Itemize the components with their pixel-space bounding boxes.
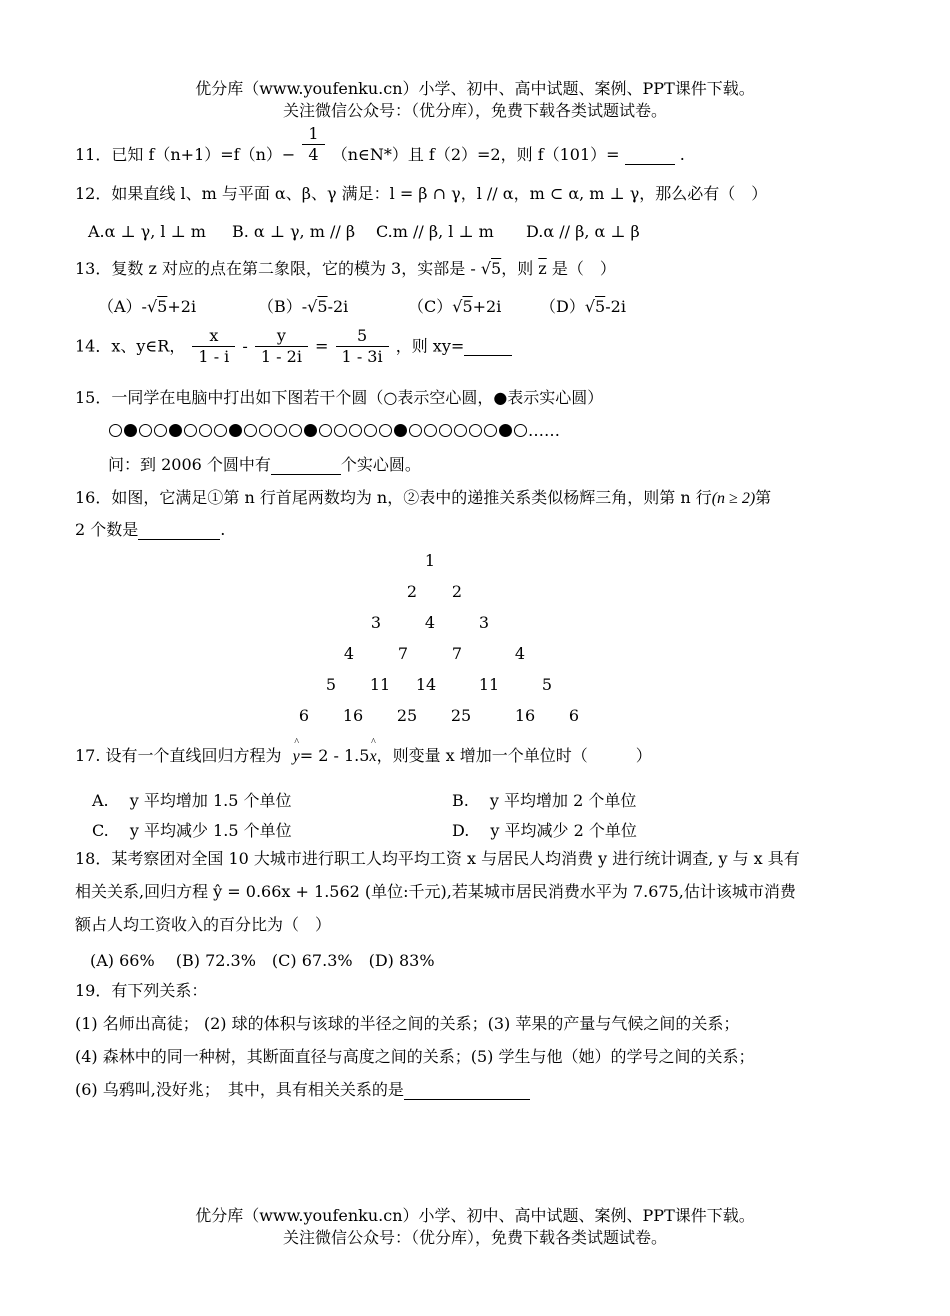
q14-f3-num: 5 [336,326,389,347]
q11-prefix: 11．已知 f（n+1）=f（n）− [75,145,296,164]
q12-option-a: A.α ⊥ γ, l ⊥ m [88,222,206,241]
triangle-r6-c6: 6 [568,706,580,725]
q14-frac-1 [192,326,235,367]
question-18-line-1: 18．某考察团对全国 10 大城市进行职工人均平均工资 x 与居民人均消费 y 进行统计调查, y 与 x 具有 [75,849,800,868]
triangle-r6-c1: 6 [298,706,310,725]
q13-opt-b-tail: -2i [327,297,349,316]
sqrt-sign-icon: √ [307,297,318,316]
q19-line-3: (4) 森林中的同一种树，其断面直径与高度之间的关系；(5) 学生与他（她）的学号之间的关系； [75,1047,755,1066]
q13-opt-a-sqrt: 5 [157,297,168,316]
q14-f2-num: y [255,326,308,347]
q11-end: . [679,145,685,164]
q17-x-hat: ^ x [369,747,376,767]
hollow-circle-icon [244,424,257,437]
q14-f1-den: 1 - i [198,347,230,366]
q13-opt-c-sqrt: 5 [462,297,473,316]
q19-answer-blank [404,1081,530,1100]
q16-answer-blank [138,521,220,540]
q15-text-a: 问：到 2006 个圆中有 [108,455,271,474]
footer-line-1: 优分库（www.youfenku.cn）小学、初中、高中试题、案例、PPT课件下载。 [195,1206,755,1225]
q16-line2-end: . [220,520,226,539]
question-16-line-2 [75,520,225,540]
triangle-r3-c1: 3 [370,613,382,632]
solid-circle-icon [304,424,317,437]
triangle-r3-c3: 3 [478,613,490,632]
q12-option-c: C.m // β, l ⊥ m [376,222,494,241]
q15-question [108,452,421,475]
header-line-1: 优分库（www.youfenku.cn）小学、初中、高中试题、案例、PPT课件下载。 [195,79,755,98]
solid-circle-icon [169,424,182,437]
q17-y-hat: ^ y [293,747,300,767]
q17-option-d: D. y 平均减少 2 个单位 [452,821,637,840]
q14-frac-3 [336,326,389,367]
q13-opt-a-tail: +2i [167,297,197,316]
hollow-circle-icon [274,424,287,437]
hollow-circle-icon [334,424,347,437]
q13-option-d [540,294,626,317]
q13-opt-b-label: （B）- [258,297,308,316]
q13-text-c: 是（ ） [546,259,616,278]
hollow-circle-icon [139,424,152,437]
triangle-r4-c2: 7 [397,644,409,663]
sqrt-sign-icon: √ [452,297,463,316]
question-12-stem: 12．如果直线 l、m 与平面 α、β、γ 满足：l = β ∩ γ，l // α，m ⊂ α, m ⊥ γ，那么必有（ ） [75,184,768,203]
q14-f2-den: 1 - 2i [260,347,302,366]
hollow-circle-icon [349,424,362,437]
triangle-r5-c2: 11 [369,675,391,694]
q17-option-b: B. y 平均增加 2 个单位 [452,791,637,810]
q13-option-b [258,294,348,317]
triangle-r5-c1: 5 [325,675,337,694]
hollow-circle-icon [214,424,227,437]
q19-line4-text: (6) 乌鸦叫,没好兆； 其中，具有相关关系的是 [75,1080,404,1099]
q18-options: (A) 66% (B) 72.3% (C) 67.3% (D) 83% [90,951,435,970]
hollow-circle-icon [154,424,167,437]
q15-ellipsis: …… [528,421,560,440]
solid-circle-icon [124,424,137,437]
triangle-r5-c3: 14 [415,675,437,694]
question-13-stem [75,259,616,279]
sqrt-sign-icon: √ [480,259,492,278]
q15-text-b: 个实心圆。 [340,455,421,474]
triangle-r5-c4: 11 [478,675,500,694]
q17-option-a: A. y 平均增加 1.5 个单位 [92,791,292,810]
sqrt-sign-icon: √ [146,297,158,316]
q13-opt-c-tail: +2i [472,297,502,316]
hollow-circle-icon [469,424,482,437]
question-11 [75,120,685,165]
triangle-r6-c4: 25 [450,706,472,725]
hollow-circle-icon [409,424,422,437]
solid-circle-icon [229,424,242,437]
q16-text-b: 第 [755,488,772,507]
q11-frac-num: 1 [302,124,324,145]
q13-option-c [408,294,501,317]
q13-option-a [98,294,196,317]
q13-opt-a-label: （A）- [98,297,147,316]
q11-suffix: （n∈N*）且 f（2）=2，则 f（101）= [331,145,620,164]
solid-circle-icon [394,424,407,437]
header-line-2: 关注微信公众号：（优分库），免费下载各类试题试卷。 [282,101,667,120]
triangle-r6-c3: 25 [396,706,418,725]
q19-line-4 [75,1080,530,1100]
triangle-r1-c1: 1 [424,551,436,570]
q13-opt-d-tail: -2i [605,297,626,316]
q15-answer-blank [271,456,341,475]
hollow-circle-icon [454,424,467,437]
hollow-circle-icon [319,424,332,437]
hollow-circle-icon [514,424,527,437]
q14-frac-2 [255,326,308,367]
q14-f3-den: 1 - 3i [341,347,383,366]
triangle-r2-c2: 2 [451,582,463,601]
hollow-circle-icon [439,424,452,437]
hollow-circle-icon [424,424,437,437]
q13-opt-b-sqrt: 5 [317,297,328,316]
q17-text-b: ，则变量 x 增加一个单位时（ ） [376,746,652,765]
question-15-stem: 15．一同学在电脑中打出如下图若干个圆（○表示空心圆，●表示实心圆） [75,388,604,407]
hollow-circle-icon [199,424,212,437]
q16-condition: (n ≥ 2) [711,490,756,507]
question-17-stem [75,746,652,767]
hollow-circle-icon [379,424,392,437]
footer-line-2: 关注微信公众号：（优分库），免费下载各类试题试卷。 [282,1228,667,1247]
hollow-circle-icon [484,424,497,437]
q12-option-b: B. α ⊥ γ, m // β [232,222,356,241]
triangle-r4-c3: 7 [451,644,463,663]
q14-answer-blank [464,337,512,356]
q11-frac-den: 4 [308,145,319,164]
q13-sqrt-value: 5 [491,259,502,278]
question-14 [75,326,512,367]
triangle-r6-c5: 16 [514,706,536,725]
q13-opt-d-label: （D） [540,297,585,316]
question-19-stem: 19．有下列关系： [75,981,208,1000]
question-18-line-2: 相关关系,回归方程 ŷ = 0.66x + 1.562 (单位:千元),若某城市居民消费水平为 7.675,估计该城市消费 [75,882,796,901]
q19-line-2: (1) 名师出高徒； (2) 球的体积与该球的半径之间的关系；(3) 苹果的产量与气候之间的关系； [75,1014,740,1033]
hollow-circle-icon [289,424,302,437]
q15-circles [108,421,528,440]
q11-answer-blank [625,146,675,165]
question-18-line-3: 额占人均工资收入的百分比为（ ） [75,915,332,934]
triangle-r2-c1: 2 [406,582,418,601]
hollow-circle-icon [109,424,122,437]
triangle-r3-c2: 4 [424,613,436,632]
triangle-r4-c4: 4 [514,644,526,663]
q16-text-a: 16．如图，它满足①第 n 行首尾两数均为 n，②表中的递推关系类似杨辉三角，则第 n 行 [75,488,712,507]
hollow-circle-icon [184,424,197,437]
q11-fraction [302,124,324,165]
q12-option-d: D.α // β, α ⊥ β [526,222,640,241]
q15-circle-sequence [108,421,560,440]
q13-opt-d-sqrt: 5 [595,297,606,316]
question-16-line-1 [75,488,771,509]
q14-equals: = [315,336,329,356]
q14-f1-num: x [192,326,235,347]
q14-prefix: 14．x、y∈R， [75,336,186,356]
q13-opt-c-label: （C） [408,297,453,316]
hollow-circle-icon [364,424,377,437]
q17-option-c: C. y 平均减少 1.5 个单位 [92,821,292,840]
q17-eq-mid: = 2 - 1.5 [299,746,370,765]
triangle-r4-c1: 4 [343,644,355,663]
q14-minus: - [242,336,248,356]
q17-text-a: 17. 设有一个直线回归方程为 [75,746,282,765]
hollow-circle-icon [259,424,272,437]
q16-line2-text: 2 个数是 [75,520,139,539]
triangle-r6-c2: 16 [342,706,364,725]
q13-zbar: $\overline{z}$ [538,259,547,278]
q14-suffix: ，则 xy= [395,336,465,356]
sqrt-sign-icon: √ [584,297,596,316]
triangle-r5-c5: 5 [541,675,553,694]
solid-circle-icon [499,424,512,437]
q13-text-a: 13．复数 z 对应的点在第二象限，它的模为 3，实部是 - [75,259,481,278]
q13-text-b: ，则 [501,259,539,278]
